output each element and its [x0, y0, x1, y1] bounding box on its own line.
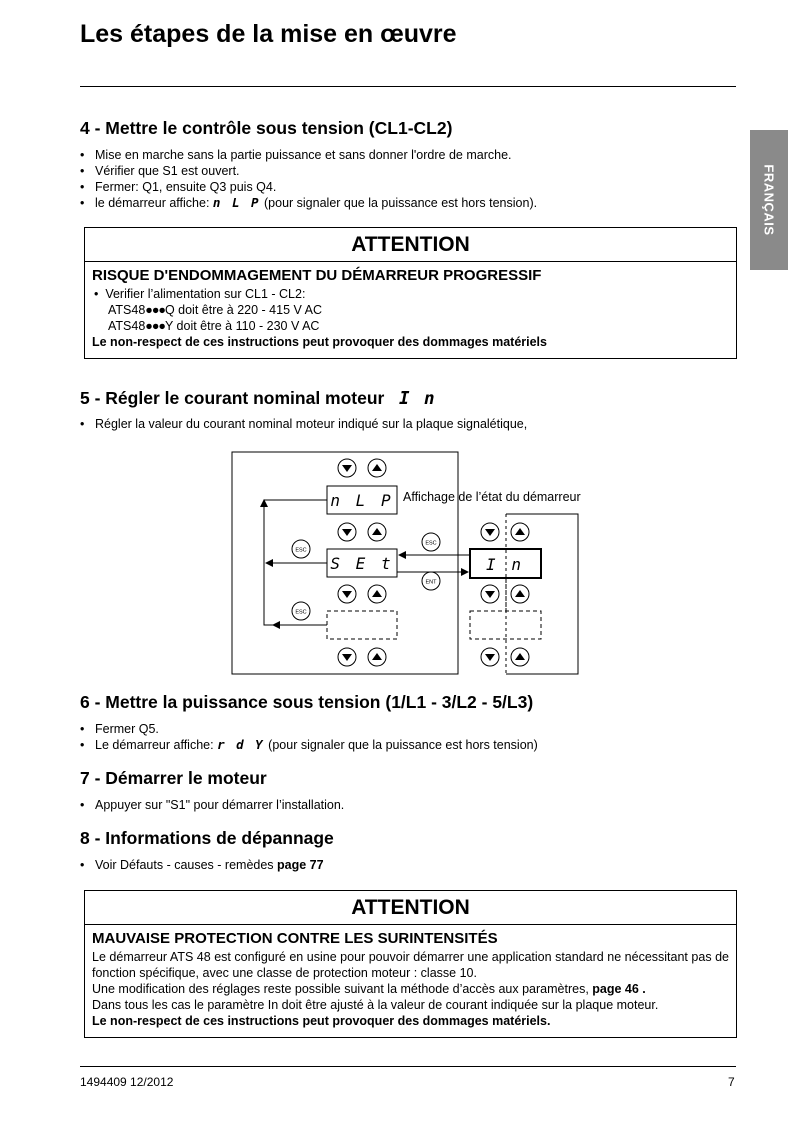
- empty-display-left: [327, 611, 397, 639]
- model-dots: ●●●: [145, 303, 165, 317]
- step4-list: [80, 147, 537, 211]
- up-arrow-button[interactable]: [511, 523, 529, 541]
- attention-line-text: Verifier l’alimentation sur CL1 - CL2:: [105, 287, 306, 301]
- page-reference-link[interactable]: page 77: [277, 858, 324, 872]
- display-code-nlp: n L P: [212, 195, 261, 210]
- display-set: S E t: [330, 554, 394, 573]
- attention-paragraph: [92, 981, 729, 997]
- list-item: • Fermer Q5.: [80, 721, 538, 737]
- display-code-rdy: r d Y: [217, 737, 265, 752]
- attention-heading: RISQUE D'ENDOMMAGEMENT DU DÉMARREUR PROGRESSIF: [92, 267, 542, 284]
- page-reference-link[interactable]: page 46 .: [592, 982, 646, 996]
- step5-heading: [80, 388, 437, 409]
- step4-heading: 4 - Mettre le contrôle sous tension (CL1-CL2): [80, 118, 453, 138]
- down-arrow-button[interactable]: [338, 523, 356, 541]
- esc-label: ESC: [425, 540, 437, 547]
- down-arrow-button[interactable]: [481, 585, 499, 603]
- esc-button[interactable]: [292, 540, 310, 558]
- footer-doc-ref: 1494409 12/2012: [80, 1075, 174, 1089]
- down-arrow-button[interactable]: [338, 459, 356, 477]
- up-arrow-button[interactable]: [368, 459, 386, 477]
- language-tab-label: FRANÇAIS: [761, 164, 777, 236]
- up-arrow-button[interactable]: [511, 648, 529, 666]
- step5-list: [80, 416, 527, 432]
- esc-label: ESC: [295, 547, 307, 554]
- list-item: • Fermer: Q1, ensuite Q3 puis Q4.: [80, 179, 537, 195]
- attention-title: ATTENTION: [85, 228, 736, 262]
- model-dots: ●●●: [145, 319, 165, 333]
- esc-button[interactable]: [422, 533, 440, 551]
- attention-paragraph: Le démarreur ATS 48 est configuré en usine pour pouvoir démarrer une application standard ne nécessitant pas de fonction spécifique, avec une classe de protection moteur : classe 10.: [92, 950, 729, 980]
- item-text: le démarreur affiche:: [95, 196, 213, 210]
- list-item: • Appuyer sur "S1" pour démarrer l’installation.: [80, 797, 344, 813]
- attention-box-1: [84, 227, 737, 359]
- item-text: Le démarreur affiche:: [95, 738, 218, 752]
- item-text: (pour signaler que la puissance est hors tension): [264, 738, 538, 752]
- attention-line-text: Y doit être à 110 - 230 V AC: [164, 319, 320, 333]
- attention-line: [92, 302, 729, 318]
- footer-divider: [80, 1066, 736, 1067]
- ent-label: ENT: [425, 579, 437, 586]
- up-arrow-button[interactable]: [368, 585, 386, 603]
- down-arrow-button[interactable]: [338, 648, 356, 666]
- esc-label: ESC: [295, 609, 307, 616]
- list-item: • Vérifier que S1 est ouvert.: [80, 163, 537, 179]
- model: ATS48: [108, 303, 146, 317]
- down-arrow-button[interactable]: [481, 648, 499, 666]
- list-item: [80, 857, 324, 873]
- footer-page-number: 7: [728, 1075, 735, 1089]
- attention-line: • Verifier l’alimentation sur CL1 - CL2:: [94, 287, 306, 301]
- attention-title: ATTENTION: [85, 891, 736, 925]
- attention-warning: Le non-respect de ces instructions peut provoquer des dommages matériels: [92, 335, 547, 349]
- attention-warning: Le non-respect de ces instructions peut provoquer des dommages matériels.: [92, 1014, 551, 1028]
- step8-heading: 8 - Informations de dépannage: [80, 828, 334, 848]
- attention-line-text: Q doit être à 220 - 415 V AC: [164, 303, 322, 317]
- step8-list: [80, 857, 324, 873]
- attention-line: [92, 318, 729, 334]
- display-caption: Affichage de l’état du démarreur: [403, 490, 581, 504]
- attention-paragraph: Dans tous les cas le paramètre In doit être ajusté à la valeur de courant indiquée sur la plaque moteur.: [92, 998, 659, 1012]
- up-arrow-button[interactable]: [511, 585, 529, 603]
- ent-button[interactable]: [422, 572, 440, 590]
- item-text: Voir Défauts - causes - remèdes: [95, 858, 278, 872]
- item-text: (pour signaler que la puissance est hors tension).: [260, 196, 538, 210]
- up-arrow-button[interactable]: [368, 648, 386, 666]
- heading-text: 5 - Régler le courant nominal moteur: [80, 388, 385, 408]
- step7-heading: 7 - Démarrer le moteur: [80, 768, 267, 788]
- list-item: [80, 737, 538, 753]
- title-divider: [80, 86, 736, 87]
- up-arrow-button[interactable]: [368, 523, 386, 541]
- language-tab: [750, 130, 788, 270]
- display-in: I n: [486, 555, 524, 574]
- display-code-in: I n: [398, 389, 437, 409]
- step7-list: [80, 797, 344, 813]
- model: ATS48: [108, 319, 146, 333]
- step6-list: [80, 721, 538, 753]
- down-arrow-button[interactable]: [481, 523, 499, 541]
- attention-line-text: Une modification des réglages reste possible suivant la méthode d’accès aux paramètres,: [92, 982, 593, 996]
- attention-box-2: [84, 890, 737, 1038]
- down-arrow-button[interactable]: [338, 585, 356, 603]
- display-nlp: n L P: [330, 491, 394, 510]
- esc-button[interactable]: [292, 602, 310, 620]
- list-item: • Régler la valeur du courant nominal moteur indiqué sur la plaque signalétique,: [80, 416, 527, 432]
- keypad-diagram: [228, 448, 608, 678]
- page-title: Les étapes de la mise en œuvre: [80, 20, 457, 48]
- list-item: [80, 195, 537, 211]
- attention-heading: MAUVAISE PROTECTION CONTRE LES SURINTENSITÉS: [92, 930, 498, 947]
- list-item: • Mise en marche sans la partie puissance et sans donner l'ordre de marche.: [80, 147, 537, 163]
- step6-heading: 6 - Mettre la puissance sous tension (1/L1 - 3/L2 - 5/L3): [80, 692, 534, 712]
